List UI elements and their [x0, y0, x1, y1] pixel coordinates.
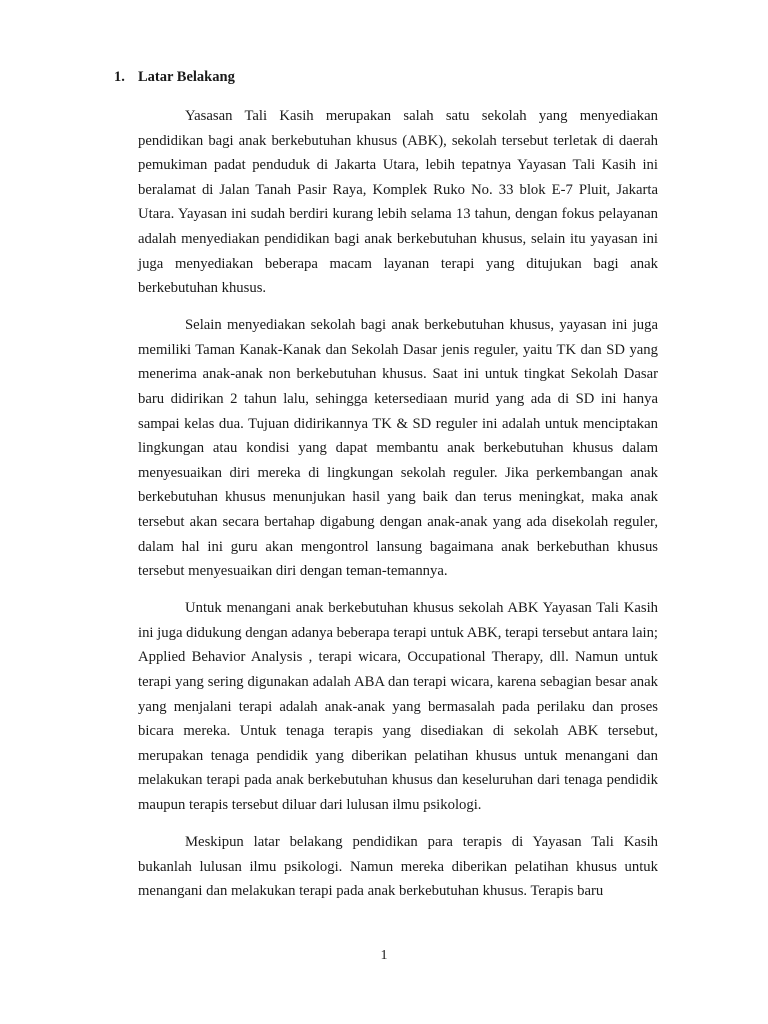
document-body — [138, 104, 658, 916]
paragraph-3: Untuk menangani anak berkebutuhan khusus sekolah ABK Yayasan Tali Kasih ini juga didukung dengan adanya beberapa terapi untuk ABK, terapi tersebut antara lain; Applied Behavior Analysis , terapi wicara, Occupational Therapy, dll. Namun untuk terapi yang sering digunakan adalah ABA dan terapi wicara, karena sebagian besar anak yang menjalani terapi adalah anak-anak yang bermasalah pada perilaku dan proses bicara mereka. Untuk tenaga terapis yang disediakan di sekolah ABK tersebut, merupakan tenaga pendidik yang diberikan pelatihan khusus untuk menangani dan melakukan terapi pada anak berkebutuhan khusus dan keseluruhan dari tenaga pendidik maupun terapis tersebut diluar dari lulusan ilmu psikologi. — [138, 600, 659, 814]
paragraph-4: Meskipun latar belakang pendidikan para terapis di Yayasan Tali Kasih bukanlah lulusan ilmu psikologi. Namun mereka diberikan pelatihan khusus untuk menangani dan melakukan terapi pada anak berkebutuhan khusus. Terapis baru — [138, 834, 658, 900]
paragraph-1: Yasasan Tali Kasih merupakan salah satu sekolah yang menyediakan pendidikan bagi anak berkebutuhan khusus (ABK), sekolah tersebut terletak di daerah pemukiman padat penduduk di Jakarta Utara, lebih tepatnya Yayasan Tali Kasih ini beralamat di Jalan Tanah Pasir Raya, Komplek Ruko No. 33 blok E-7 Pluit, Jakarta Utara. Yayasan ini sudah berdiri kurang lebih selama 13 tahun, dengan fokus pelayanan adalah menyediakan pendidikan bagi anak berkebutuhan khusus, selain itu yayasan ini juga menyediakan beberapa macam layanan terapi yang ditujukan bagi anak berkebutuhan khusus. — [138, 108, 658, 297]
section-number: 1. — [114, 69, 125, 85]
paragraph-2: Selain menyediakan sekolah bagi anak berkebutuhan khusus, yayasan ini juga memiliki Taman Kanak-Kanak dan Sekolah Dasar jenis reguler, yaitu TK dan SD yang menerima anak-anak non berkebutuhan khusus. Saat ini untuk tingkat Sekolah Dasar baru didirikan 2 tahun lalu, sehingga ketersediaan murid yang ada di SD ini hanya sampai kelas dua. Tujuan didirikannya TK & SD reguler ini adalah untuk menciptakan lingkungan atau kondisi yang dapat membantu anak berkebutuhan khusus dalam menyesuaikan diri mereka di lingkungan sekolah reguler. Jika perkembangan anak berkebutuhan khusus menunjukan hasil yang baik dan terus meningkat, maka anak tersebut akan secara bertahap digabung dengan anak-anak yang ada disekolah reguler, dalam hal ini guru akan mengontrol lansung bagaimana anak berkebuthan khusus tersebut menyesuaikan diri dengan teman-temannya. — [138, 317, 658, 580]
section-heading — [114, 66, 235, 88]
page-number: 1 — [380, 948, 388, 963]
section-title: Latar Belakang — [138, 69, 235, 85]
